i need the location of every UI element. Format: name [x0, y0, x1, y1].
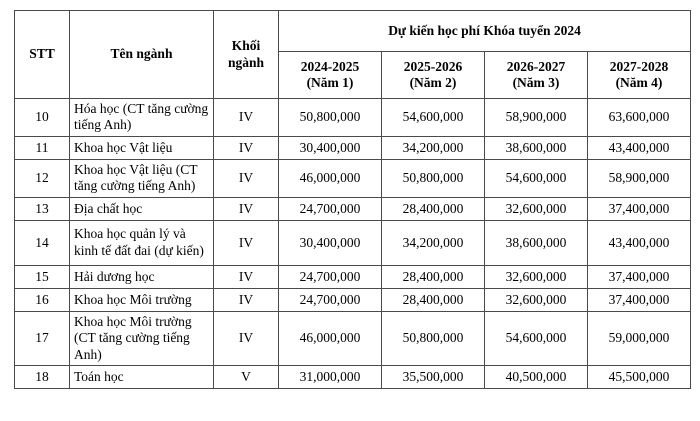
table-row: [15, 99, 691, 137]
tuition-fee-table: [14, 10, 691, 389]
cell-fee-year-2: 54,600,000: [382, 99, 485, 137]
table-row: [15, 366, 691, 389]
table-row: [15, 159, 691, 197]
column-header-discipline-block: Khối ngành: [214, 11, 279, 99]
column-header-year-3: [485, 52, 588, 99]
cell-major-name: Hải dương học: [70, 265, 214, 288]
cell-discipline-block: IV: [214, 197, 279, 220]
table-row: [15, 311, 691, 365]
table-row: [15, 220, 691, 265]
cell-stt: 17: [15, 311, 70, 365]
year-label-3: (Năm 3): [512, 75, 560, 90]
cell-fee-year-2: 28,400,000: [382, 197, 485, 220]
year-label-1: (Năm 1): [306, 75, 354, 90]
header-row-top: [15, 11, 691, 52]
column-header-stt: STT: [15, 11, 70, 99]
cell-discipline-block: IV: [214, 220, 279, 265]
cell-stt: 14: [15, 220, 70, 265]
cell-fee-year-1: 50,800,000: [279, 99, 382, 137]
cell-fee-year-2: 28,400,000: [382, 265, 485, 288]
cell-fee-year-3: 38,600,000: [485, 220, 588, 265]
cell-fee-year-1: 24,700,000: [279, 288, 382, 311]
cell-fee-year-2: 35,500,000: [382, 366, 485, 389]
cell-fee-year-3: 54,600,000: [485, 311, 588, 365]
cell-stt: 11: [15, 136, 70, 159]
cell-major-name: Khoa học Vật liệu (CT tăng cường tiếng Anh): [70, 159, 214, 197]
cell-discipline-block: IV: [214, 288, 279, 311]
cell-major-name: Toán học: [70, 366, 214, 389]
cell-fee-year-4: 58,900,000: [588, 159, 691, 197]
cell-fee-year-3: 38,600,000: [485, 136, 588, 159]
cell-fee-year-1: 31,000,000: [279, 366, 382, 389]
year-label-4: (Năm 4): [615, 75, 663, 90]
column-header-major-name: Tên ngành: [70, 11, 214, 99]
cell-major-name: Khoa học Vật liệu: [70, 136, 214, 159]
cell-fee-year-4: 37,400,000: [588, 288, 691, 311]
table-row: [15, 288, 691, 311]
cell-fee-year-4: 43,400,000: [588, 220, 691, 265]
cell-stt: 18: [15, 366, 70, 389]
cell-fee-year-4: 43,400,000: [588, 136, 691, 159]
cell-fee-year-2: 34,200,000: [382, 136, 485, 159]
cell-fee-year-3: 32,600,000: [485, 265, 588, 288]
column-header-year-1: [279, 52, 382, 99]
cell-discipline-block: IV: [214, 136, 279, 159]
cell-major-name: Khoa học Môi trường (CT tăng cường tiếng Anh): [70, 311, 214, 365]
cell-major-name: Khoa học quản lý và kinh tế đất đai (dự kiến): [70, 220, 214, 265]
column-header-year-2: [382, 52, 485, 99]
cell-stt: 13: [15, 197, 70, 220]
cell-fee-year-3: 40,500,000: [485, 366, 588, 389]
cell-fee-year-4: 37,400,000: [588, 265, 691, 288]
cell-discipline-block: IV: [214, 99, 279, 137]
table-header: [15, 11, 691, 99]
cell-fee-year-3: 58,900,000: [485, 99, 588, 137]
cell-fee-year-4: 59,000,000: [588, 311, 691, 365]
cell-fee-year-2: 34,200,000: [382, 220, 485, 265]
column-header-group-title: Dự kiến học phí Khóa tuyển 2024: [279, 11, 691, 52]
cell-discipline-block: IV: [214, 311, 279, 365]
cell-discipline-block: V: [214, 366, 279, 389]
year-label-2: (Năm 2): [409, 75, 457, 90]
year-range-1: 2024-2025: [300, 58, 360, 74]
cell-fee-year-1: 30,400,000: [279, 220, 382, 265]
year-range-3: 2026-2027: [506, 58, 566, 74]
cell-fee-year-2: 50,800,000: [382, 159, 485, 197]
cell-fee-year-4: 45,500,000: [588, 366, 691, 389]
table-row: [15, 265, 691, 288]
table-row: [15, 136, 691, 159]
cell-fee-year-1: 46,000,000: [279, 311, 382, 365]
cell-fee-year-2: 50,800,000: [382, 311, 485, 365]
cell-fee-year-1: 46,000,000: [279, 159, 382, 197]
cell-discipline-block: IV: [214, 159, 279, 197]
cell-stt: 10: [15, 99, 70, 137]
year-range-2: 2025-2026: [403, 58, 463, 74]
year-range-4: 2027-2028: [609, 58, 669, 74]
cell-major-name: Khoa học Môi trường: [70, 288, 214, 311]
cell-stt: 12: [15, 159, 70, 197]
cell-fee-year-2: 28,400,000: [382, 288, 485, 311]
cell-stt: 16: [15, 288, 70, 311]
cell-fee-year-3: 32,600,000: [485, 288, 588, 311]
cell-fee-year-4: 63,600,000: [588, 99, 691, 137]
cell-discipline-block: IV: [214, 265, 279, 288]
cell-major-name: Địa chất học: [70, 197, 214, 220]
cell-fee-year-1: 30,400,000: [279, 136, 382, 159]
cell-stt: 15: [15, 265, 70, 288]
cell-fee-year-4: 37,400,000: [588, 197, 691, 220]
cell-major-name: Hóa học (CT tăng cường tiếng Anh): [70, 99, 214, 137]
column-header-year-4: [588, 52, 691, 99]
cell-fee-year-1: 24,700,000: [279, 265, 382, 288]
cell-fee-year-3: 32,600,000: [485, 197, 588, 220]
table-body: [15, 99, 691, 389]
cell-fee-year-3: 54,600,000: [485, 159, 588, 197]
table-row: [15, 197, 691, 220]
cell-fee-year-1: 24,700,000: [279, 197, 382, 220]
